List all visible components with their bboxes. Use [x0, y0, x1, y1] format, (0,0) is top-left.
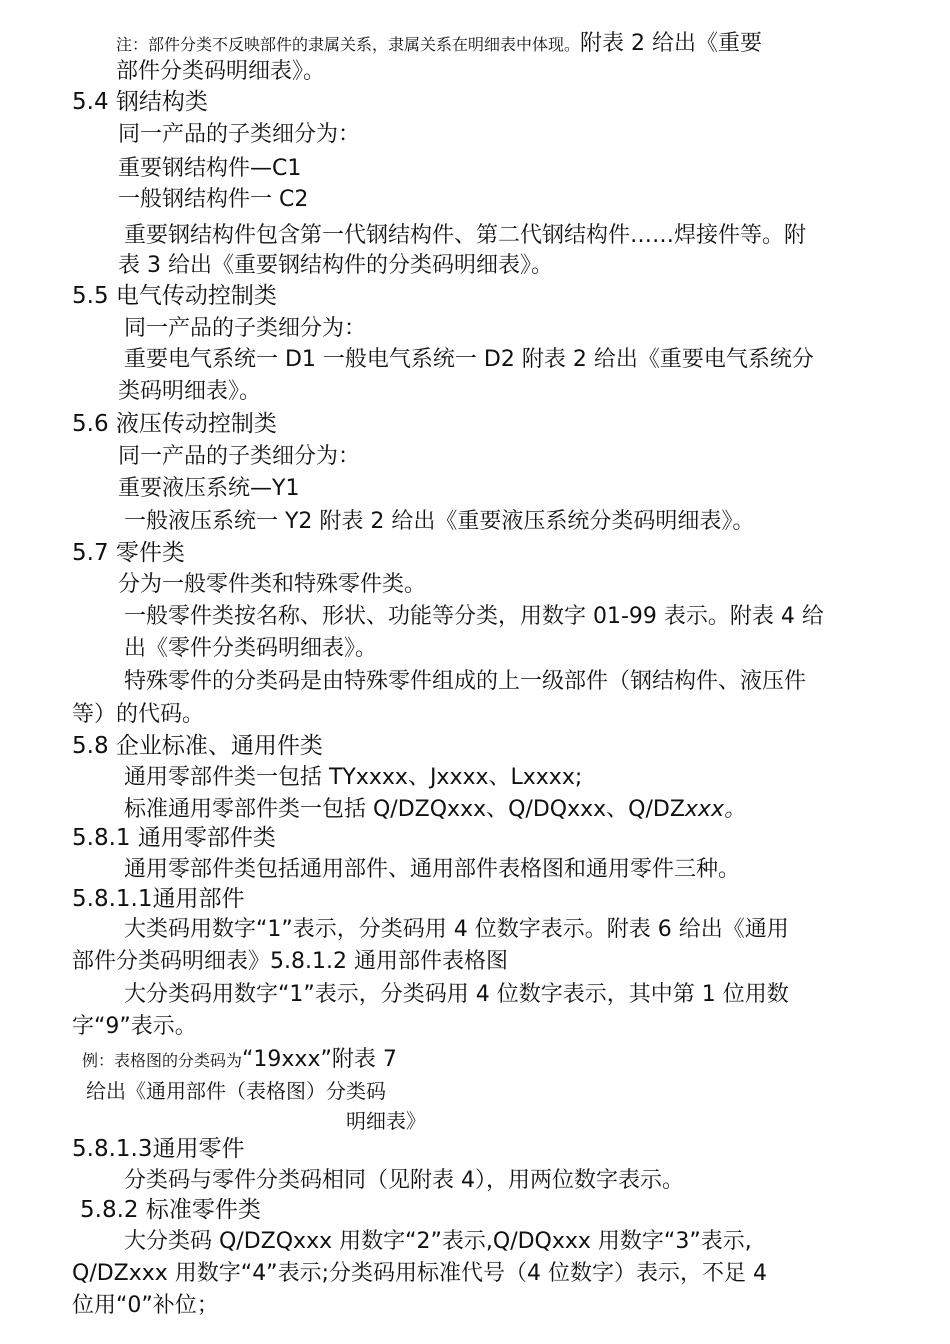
text-line: 表 3 给出《重要钢结构件的分类码明细表》。: [118, 253, 553, 278]
text-line: 字“9”表示。: [72, 1014, 197, 1039]
text-segment: 标准通用零部件类一包括 Q/DZQxxx、Q/DQxxx、Q/DZ: [124, 797, 685, 822]
text-line: 同一产品的子类细分为：: [118, 444, 361, 469]
text-line: 大分类码用数字“1”表示，分类码用 4 位数字表示，其中第 1 位用数: [124, 982, 789, 1007]
text-line: 重要液压系统—Y1: [118, 476, 300, 501]
text-line: 特殊零件的分类码是由特殊零件组成的上一级部件（钢结构件、液压件: [124, 669, 807, 694]
section-heading: 5.5 电气传动控制类: [72, 283, 277, 309]
text-line: 分为一般零件类和特殊零件类。: [118, 572, 427, 597]
text-line: 部件分类码明细表》。: [116, 59, 326, 84]
example-code: “19xxx”附表 7: [242, 1047, 397, 1072]
example-line: [82, 1046, 397, 1075]
text-line: 同一产品的子类细分为：: [124, 316, 367, 341]
section-heading: 5.7 零件类: [72, 540, 185, 566]
section-heading: 5.8.2 标准零件类: [80, 1197, 261, 1223]
section-heading: 5.8.1.3通用零件: [72, 1136, 245, 1162]
text-line: 大分类码 Q/DZQxxx 用数字“2”表示,Q/DQxxx 用数字“3”表示,: [124, 1229, 752, 1254]
text-line: 明细表》: [346, 1109, 426, 1133]
note-text: 注：部件分类不反映部件的隶属关系，隶属关系在明细表中体现。: [116, 35, 581, 54]
text-line: 位用“0”补位；: [72, 1293, 219, 1318]
text-line: 大类码用数字“1”表示，分类码用 4 位数字表示。附表 6 给出《通用: [124, 917, 789, 942]
text-line: [124, 796, 746, 824]
section-heading: 5.8.1 通用零部件类: [72, 825, 276, 851]
text-line: 分类码与零件分类码相同（见附表 4），用两位数字表示。: [124, 1168, 684, 1193]
section-heading: 5.4 钢结构类: [72, 89, 208, 115]
text-line: 类码明细表》。: [118, 379, 262, 404]
text-line: 等）的代码。: [72, 702, 205, 727]
text-line: 一般液压系统一 Y2 附表 2 给出《重要液压系统分类码明细表》。: [124, 509, 755, 534]
text-line: 一般零件类按名称、形状、功能等分类，用数字 01-99 表示。附表 4 给: [124, 604, 824, 629]
note-appendix-ref: 附表 2 给出《重要: [580, 31, 762, 56]
text-line: 重要钢结构件包含第一代钢结构件、第二代钢结构件……焊接件等。附: [124, 223, 807, 248]
text-line: 通用零部件类包括通用部件、通用部件表格图和通用零件三种。: [124, 857, 741, 882]
text-line: 通用零部件类一包括 TYxxxx、Jxxxx、Lxxxx;: [124, 765, 583, 790]
text-line: 给出《通用部件（表格图）分类码: [86, 1079, 386, 1103]
text-line: 同一产品的子类细分为：: [118, 122, 361, 147]
example-text: 例：表格图的分类码为: [82, 1051, 243, 1070]
text-line: 部件分类码明细表》5.8.1.2 通用部件表格图: [72, 949, 508, 974]
section-heading: 5.8 企业标准、通用件类: [72, 733, 323, 759]
text-segment-italic: xxx。: [684, 797, 746, 822]
text-line: 重要电气系统一 D1 一般电气系统一 D2 附表 2 给出《重要电气系统分: [124, 347, 814, 372]
text-line: 出《零件分类码明细表》。: [124, 636, 378, 661]
text-line: 重要钢结构件—C1: [118, 156, 302, 181]
section-heading: 5.8.1.1通用部件: [72, 886, 245, 912]
text-line: 一般钢结构件一 C2: [118, 187, 309, 212]
note-line: [116, 30, 762, 59]
text-line: Q/DZxxx 用数字“4”表示;分类码用标准代号（4 位数字）表示，不足 4: [72, 1261, 767, 1286]
section-heading: 5.6 液压传动控制类: [72, 411, 277, 437]
